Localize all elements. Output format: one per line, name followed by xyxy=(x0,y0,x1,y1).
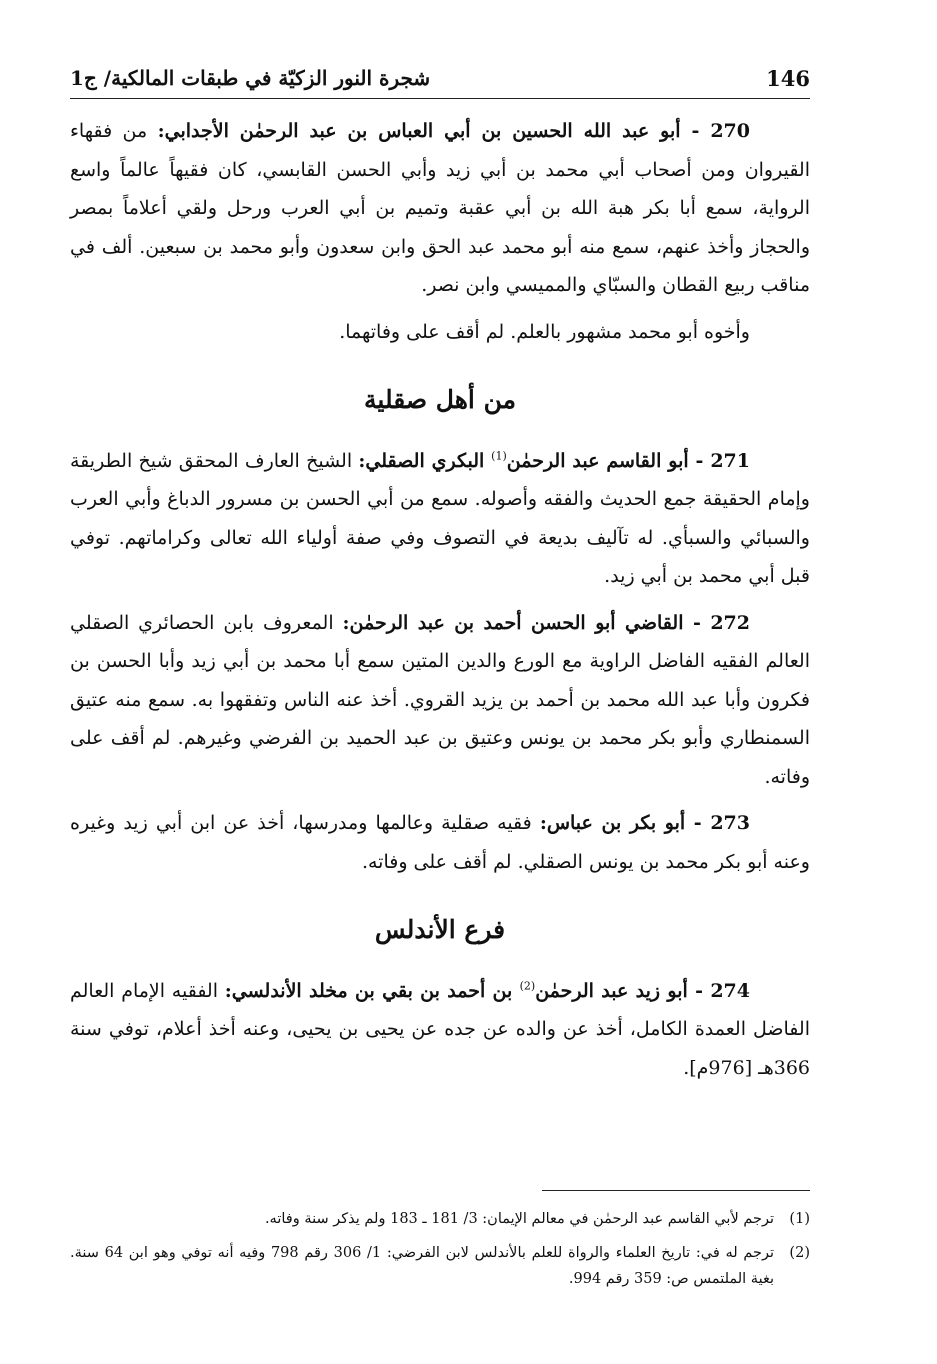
entry-274-name-a: 274 - أبو زيد عبد الرحمٰن xyxy=(535,979,750,1002)
entry-270 xyxy=(70,112,810,305)
footnote-divider xyxy=(542,1190,810,1191)
entry-271 xyxy=(70,442,810,596)
entry-270-extra: وأخوه أبو محمد مشهور بالعلم. لم أقف على وفاتهما. xyxy=(339,320,750,343)
entry-273-text: فقيه صقلية وعالمها ومدرسها، أخذ عن ابن أبي زيد وغيره وعنه أبو بكر محمد بن يونس الصقلي. لم أقف على وفاته. xyxy=(70,812,810,873)
section-title-sicily: من أهل صقلية xyxy=(364,385,516,414)
entry-272 xyxy=(70,604,810,797)
entry-272-text: المعروف بابن الحصائري الصقلي العالم الفقيه الفاضل الراوية مع الورع والدين المتين سمع أبا محمد بن أبي زيد وأبا الحسن بن فكرون وأبا عبد الله محمد بن أحمد بن يزيد القروي. أخذ عنه الناس وتفقهوا به. سمع منه عتيق السمنطاري وأبو بكر محمد بن يونس وعتيق بن عبد الحميد بن الفرضي وغيرهم. لم أقف على وفاته. xyxy=(70,611,810,788)
footnotes xyxy=(70,1206,810,1300)
entry-274 xyxy=(70,972,810,1088)
entry-271-name-b: البكري الصقلي: xyxy=(358,449,492,472)
footnote-2-text: ترجم له في: تاريخ العلماء والرواة للعلم بالأندلس لابن الفرضي: 1/ 306 رقم 798 وفيه أنه توفي وهو ابن 64 سنة. بغية الملتمس ص: 359 رقم 994. xyxy=(70,1245,774,1287)
footnote-1-number: (1) xyxy=(789,1211,810,1227)
book-title: شجرة النور الزكيّة في طبقات المالكية/ ج1 xyxy=(70,66,431,90)
entry-273 xyxy=(70,804,810,881)
footnote-1-text: ترجم لأبي القاسم عبد الرحمٰن في معالم الإيمان: 3/ 181 ـ 183 ولم يذكر سنة وفاته. xyxy=(264,1211,774,1227)
entry-273-name: 273 - أبو بكر بن عباس: xyxy=(539,812,750,834)
entry-270-text: من فقهاء القيروان ومن أصحاب أبي محمد بن أبي زيد وأبي الحسن القابسي، كان فقيهاً عالماً واسع الرواية، سمع أبا بكر هبة الله بن أبي عقبة وتميم بن أبي العرب ورحل ولقي أعلاماً بمصر والحجاز وأخذ عنهم، سمع منه أبو محمد عبد الحق وابن سعدون وأبو محمد بن سبعين. ألف في مناقب ربيع القطان والسبّاي والمميسي وابن نصر. xyxy=(70,120,810,296)
footnote-2-number: (2) xyxy=(789,1245,810,1261)
entry-274-name-b: بن أحمد بن بقي بن مخلد الأندلسي: xyxy=(224,979,520,1002)
footnote-2 xyxy=(70,1240,810,1292)
footnote-1 xyxy=(70,1206,810,1232)
section-title-andalus: فرع الأندلس xyxy=(374,915,506,944)
footnote-ref-1: (1) xyxy=(491,449,507,463)
entry-270-name: 270 - أبو عبد الله الحسين بن أبي العباس بن عبد الرحمٰن الأجدابي: xyxy=(157,120,750,142)
entry-274-text: الفقيه الإمام العالم الفاضل العمدة الكامل، أخذ عن والده عن جده عن يحيى بن يحيى، وعنه أخذ أعلام، توفي سنة 366هـ [976م]. xyxy=(70,979,810,1079)
page-number: 146 xyxy=(766,65,810,91)
entry-271-text: الشيخ العارف المحقق شيخ الطريقة وإمام الحقيقة جمع الحديث والفقه وأصوله. سمع من أبي الحسن بن مسرور الدباغ وأبي العرب والسبائي والسبأي. له تآليف بديعة في التصوف وفي صفة أولياء الله تعالى وكراماتهم. توفي قبل أبي محمد بن أبي زيد. xyxy=(70,449,810,587)
main-text xyxy=(70,112,810,1095)
running-header xyxy=(70,58,810,99)
entry-271-name-a: 271 - أبو القاسم عبد الرحمٰن xyxy=(506,449,750,472)
entry-272-name: 272 - القاضي أبو الحسن أحمد بن عبد الرحمٰن: xyxy=(342,611,750,634)
footnote-ref-2: (2) xyxy=(519,979,536,993)
